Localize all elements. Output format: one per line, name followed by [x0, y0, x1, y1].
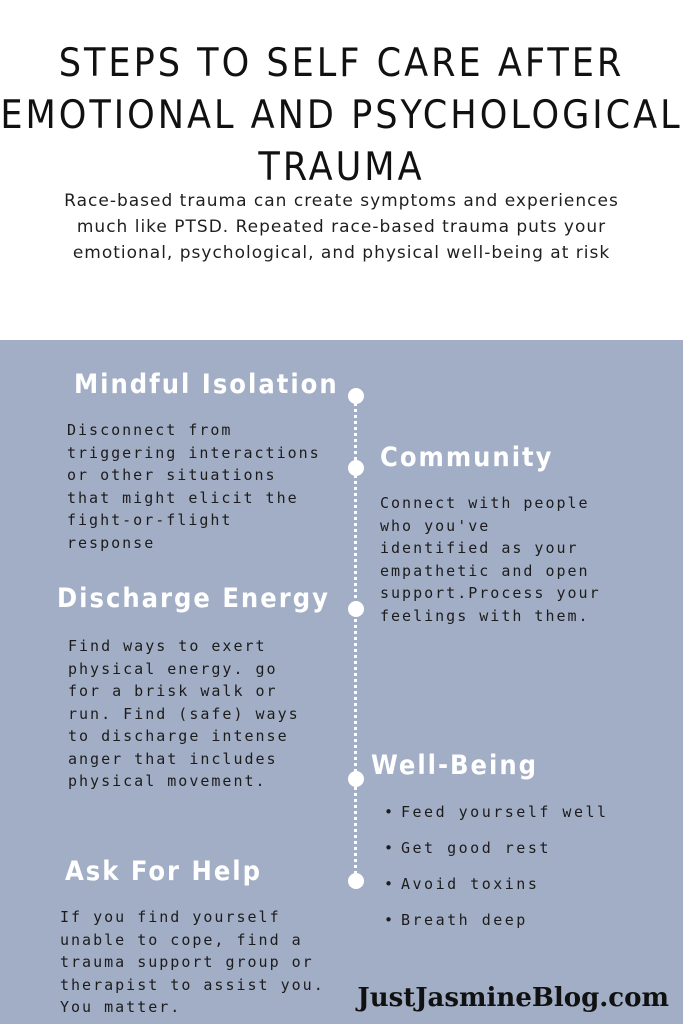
bullet-icon: • — [384, 803, 396, 821]
well-being-item-text: Breath deep — [401, 911, 528, 929]
community-text: Connect with people who you've identified as your empathetic and open support.Process your feelings with them. — [380, 494, 601, 625]
mindful-isolation-text: Disconnect from triggering interactions or other situations that might elicit the fight-or-flight response — [67, 421, 321, 552]
well-being-item-text: Avoid toxins — [401, 875, 540, 893]
timeline-dot-discharge-energy — [348, 601, 364, 617]
intro-text: Race-based trauma can create symptoms and experiences much like PTSD. Repeated race-based trauma puts your emotional, psychological, and physical well-being at risk — [64, 191, 619, 263]
bullet-icon: • — [384, 875, 396, 893]
timeline-dot-ask-for-help — [348, 873, 364, 889]
header-section — [0, 0, 683, 340]
title-line-1: STEPS TO SELF CARE AFTER — [58, 41, 625, 86]
discharge-energy-heading: Discharge Energy — [57, 583, 330, 614]
well-being-item — [384, 902, 614, 938]
well-being-heading: Well-Being — [371, 750, 539, 781]
well-being-list — [384, 794, 614, 938]
title-line-3: TRAUMA — [258, 145, 425, 190]
discharge-energy-text: Find ways to exert physical energy. go for a brisk walk or run. Find (safe) ways to discharge intense anger that includes physical movement. — [68, 637, 300, 790]
bullet-icon: • — [384, 839, 396, 857]
well-being-item — [384, 794, 614, 830]
mindful-isolation-heading: Mindful Isolation — [74, 369, 339, 400]
well-being-item — [384, 866, 614, 902]
timeline-dot-mindful-isolation — [348, 388, 364, 404]
title-line-2: EMOTIONAL AND PSYCHOLOGICAL — [0, 93, 683, 138]
timeline-dot-community — [348, 460, 364, 476]
timeline-dot-well-being — [348, 771, 364, 787]
bullet-icon: • — [384, 911, 396, 929]
community-heading: Community — [380, 442, 554, 473]
well-being-item-text: Get good rest — [401, 839, 551, 857]
ask-for-help-text: If you find yourself unable to cope, find a trauma support group or therapist to assist you. You matter. — [60, 908, 325, 1016]
well-being-item — [384, 830, 614, 866]
page-title — [0, 38, 683, 194]
brand-watermark: JustJasmineBlog.com — [357, 983, 669, 1013]
ask-for-help-heading: Ask For Help — [65, 856, 263, 887]
well-being-item-text: Feed yourself well — [401, 803, 609, 821]
